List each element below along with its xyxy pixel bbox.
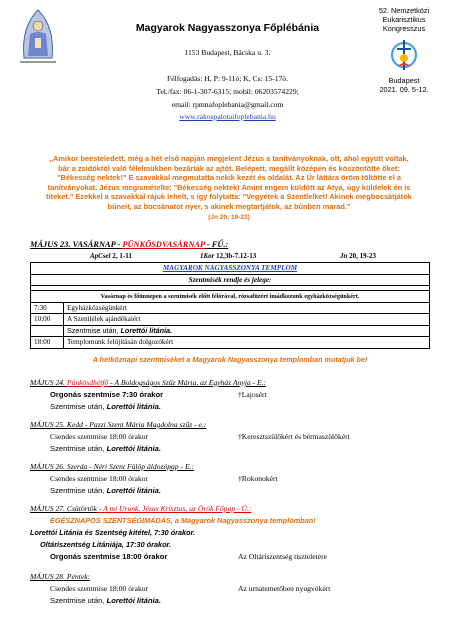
day-27-mass: Orgonás szentmise 18:00 órakor Az Oltáriszentség tiszteletére [50,552,327,561]
congress-line2: Eukarisztikus [382,15,426,24]
day-26-after: Szentmise után, Lorettói litánia. [50,486,161,495]
phone-line: Tel./fax: 06-1-307-6315; mobil: 06203574229; [156,87,299,96]
parish-address: 1153 Budapest, Bácska u. 3. [184,48,271,57]
table-row: 18:00 Templomunk felújításán dolgozókért [31,337,430,349]
sunday-date: MÁJUS 23. VASÁRNAP - [30,240,123,249]
sunday-suffix: - FŰ.: [204,240,229,249]
church-name: MAGYAROK NAGYASSZONYA TEMPLOM [31,263,430,275]
gospel-quote [44,154,414,222]
email-line: email: rpmnafoplebania@gmail.com [171,100,284,109]
congress-city: Budapest [388,76,420,85]
reading-2: 1Kor 12,3b-7.12-13 [200,252,257,260]
congress-block [358,6,450,94]
table-row: 10:00 A Szentlélek ajándékaiért [31,314,430,326]
table-row: Szentmise után, Lorettói litánia. [31,325,430,337]
reading-1: ApCsel 2, 1-11 [90,252,132,260]
mass-order-label: Szentmisék rendje és jelege: [31,274,430,286]
office-hours: Félfogadás: H, P: 9-11ó; K, Cs: 15-17ó. [166,74,288,83]
sunday-mass-table [30,262,430,349]
day-24-mass: Orgonás szentmise 7:30 órakor †Lajosért [50,390,267,399]
reading-3: Jn 20, 19-23 [340,252,376,260]
sunday-heading [30,240,228,249]
day-28-after: Szentmise után, Lorettói litánia. [50,596,161,605]
rosary-note: Vasárnap és főünnepen a szentmisék előtt félórával, rózsafüzért imádkozunk egyházközségünkért. [31,291,430,303]
day-27-line2: Oltáriszentség Litániája, 17:30 órakor. [40,540,171,549]
congress-logo [390,36,418,74]
congress-dates: 2021. 09. 5-12. [379,85,429,94]
day-24-after: Szentmise után, Lorettói litánia. [50,402,161,411]
day-26-heading: MÁJUS 26. Szerda - Néri Szent Fülöp áldozópap - E.: [30,462,195,471]
parish-logo [8,4,68,76]
sunday-feast: PÜNKÖSDVASÁRNAP [122,240,205,249]
day-28-mass: Csendes szentmise 18:00 órakor Az urnatemetőben nyugvókért [50,584,331,593]
day-25-mass: Csendes szentmise 18:00 órakor †Keresztszülőkért és bérmaszülőkért [50,432,350,441]
congress-line1: 52. Nemzetközi [378,6,430,15]
table-row: 7:30 Egyházközségünkért [31,302,430,314]
day-27-line1: Lorettói Litánia és Szentség kitétel, 7:30 órakor. [30,528,196,537]
quote-text: „Amikor beesteledett, még a hét első napján megjelent Jézus a tanítványoknak, ott, ahol együtt voltak, bár a zsidóktól való félelmükben bezárták az ajtót. Belépett, megállt középen és köszöntötte őket: "Békesség nektek!" E szavakkal megmutatta nekik kezét és oldalát. Az Úr láttára öröm töltötte el a tanítványokat. Jézus megismételte: "Békesség nektek! Amint engem küldött az Atya, úgy küldelek én is titeket." Ezekkel a szavakkal rájuk lehelt, s így folytatta: "Vegyétek a Szentlelket! Akinek megbocsátjátok bűneit, az bocsánatot nyer, s akinek megtartjátok, az bűnben marad." [46,154,412,211]
quote-reference: (Jn 20, 19-23) [208,213,250,221]
congress-line3: Kongresszus [382,24,426,33]
day-25-heading: MÁJUS 25. Kedd - Pazzi Szent Mária Magdolna szűz - e.: [30,420,207,429]
day-27-adoration: EGÉSZNAPOS SZENTSÉGIMÁDÁS, a Magyarok Nagyasszonya templomban! [50,516,316,525]
weekday-note: A hétköznapi szentmiséket a Magyarok Nagyasszonya templomban mutatjuk be! [92,355,368,364]
day-26-mass: Csendes szentmise 18:00 órakor †Rokonokért [50,474,278,483]
parish-title: Magyarok Nagyasszonya Főplébánia [135,22,320,34]
day-28-heading: MÁJUS 28. Péntek: [30,572,91,581]
day-25-after: Szentmise után, Lorettói litánia. [50,444,161,453]
day-27-heading: MÁJUS 27. Csütörtök - A mi Urunk, Jézus Krisztus, az Örök Főpap - Ü.: [30,504,252,513]
website-link[interactable]: www.rakospalotaifoplebania.hu [179,112,276,121]
day-24-heading: MÁJUS 24. Pünkösdhétfő - A Boldogságos Szűz Mária, az Egyház Anyja - E.: [30,378,267,387]
